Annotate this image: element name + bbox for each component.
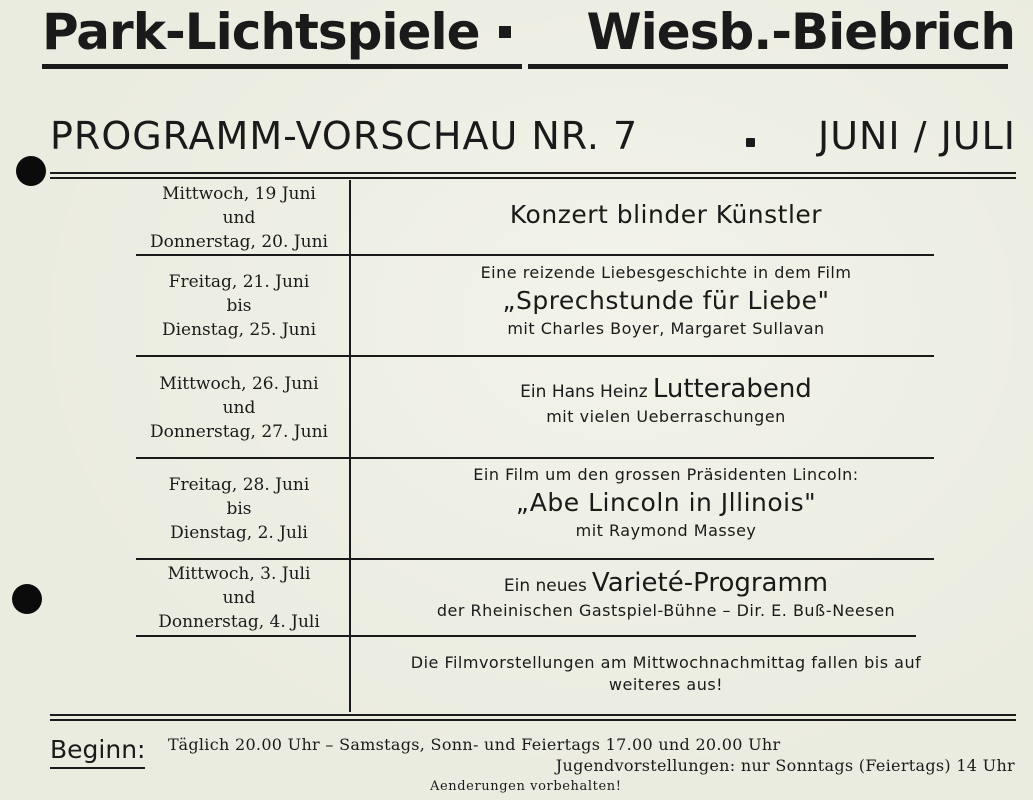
- date-to: Donnerstag, 4. Juli: [158, 612, 320, 632]
- event-cast: mit Raymond Massey: [575, 521, 757, 540]
- table-top-rule: [50, 172, 1016, 179]
- event-title: Varieté-Programm: [591, 568, 829, 598]
- notice-line: Die Filmvorstellungen am Mittwochnachmittag fallen bis auf: [410, 653, 922, 672]
- masthead-rule: [528, 64, 1008, 69]
- event-prefix: Ein neues: [503, 576, 587, 596]
- event-prefix: Ein Hans Heinz: [520, 382, 648, 402]
- date-connector: bis: [226, 296, 252, 316]
- program-title: PROGRAMM-VORSCHAU NR. 7: [50, 114, 639, 158]
- schedule-event: [356, 262, 976, 340]
- event-intro: Eine reizende Liebesgeschichte in dem Film: [480, 263, 852, 282]
- row-separator: [136, 355, 934, 357]
- separator-dot: [499, 26, 511, 38]
- schedule-event: [356, 372, 976, 428]
- date-to: Donnerstag, 27. Juni: [150, 422, 328, 442]
- date-from: Freitag, 21. Juni: [168, 272, 310, 292]
- row-separator: [136, 457, 934, 459]
- date-connector: und: [222, 588, 256, 608]
- program-period: JUNI / JULI: [817, 114, 1016, 158]
- showtimes: Täglich 20.00 Uhr – Samstags, Sonn- und Feiertags 17.00 und 20.00 Uhr: [168, 735, 781, 754]
- row-separator: [136, 558, 934, 560]
- date-connector: und: [222, 208, 256, 228]
- masthead: [40, 4, 1015, 64]
- date-from: Mittwoch, 3. Juli: [167, 564, 311, 584]
- date-from: Mittwoch, 26. Juni: [159, 374, 319, 394]
- changes-note: Aenderungen vorbehalten!: [430, 779, 622, 794]
- event-intro: Ein Film um den grossen Präsidenten Lincoln:: [473, 465, 859, 484]
- date-to: Donnerstag, 20. Juni: [150, 232, 328, 252]
- date-to: Dienstag, 2. Juli: [170, 523, 308, 543]
- schedule-event: [356, 566, 976, 622]
- punch-hole: [16, 156, 46, 186]
- cinema-city: Wiesb.-Biebrich: [586, 3, 1015, 61]
- row-separator: [136, 254, 934, 256]
- event-subline: mit vielen Ueberraschungen: [546, 407, 786, 426]
- table-bottom-rule: [50, 714, 1016, 721]
- schedule-date: [132, 182, 346, 254]
- event-cast: mit Charles Boyer, Margaret Sullavan: [507, 319, 825, 338]
- schedule-date: [132, 473, 346, 545]
- masthead-rule: [42, 64, 522, 69]
- event-title: „Sprechstunde für Liebe": [502, 286, 830, 315]
- event-title: Lutterabend: [652, 374, 812, 404]
- schedule-date: [132, 270, 346, 342]
- youth-showtimes: Jugendvorstellungen: nur Sonntags (Feiertags) 14 Uhr: [555, 756, 1015, 775]
- notice: [356, 652, 976, 696]
- notice-line: weiteres aus!: [608, 675, 724, 694]
- schedule-event: [356, 464, 976, 542]
- column-divider: [349, 180, 351, 712]
- date-connector: bis: [226, 499, 252, 519]
- separator-dot: [746, 138, 755, 147]
- date-from: Freitag, 28. Juni: [168, 475, 310, 495]
- date-connector: und: [222, 398, 256, 418]
- date-from: Mittwoch, 19 Juni: [162, 184, 316, 204]
- row-separator: [136, 635, 916, 637]
- beginn-label: Beginn:: [50, 734, 145, 769]
- event-title: Konzert blinder Künstler: [509, 200, 823, 229]
- schedule-date: [132, 562, 346, 634]
- schedule-date: [132, 372, 346, 444]
- schedule-event: [356, 198, 976, 232]
- punch-hole: [12, 584, 42, 614]
- cinema-name: Park-Lichtspiele: [42, 3, 480, 61]
- event-subline: der Rheinischen Gastspiel-Bühne – Dir. E. Buß-Neesen: [436, 601, 896, 620]
- date-to: Dienstag, 25. Juni: [161, 320, 317, 340]
- event-title: „Abe Lincoln in Jllinois": [515, 488, 817, 517]
